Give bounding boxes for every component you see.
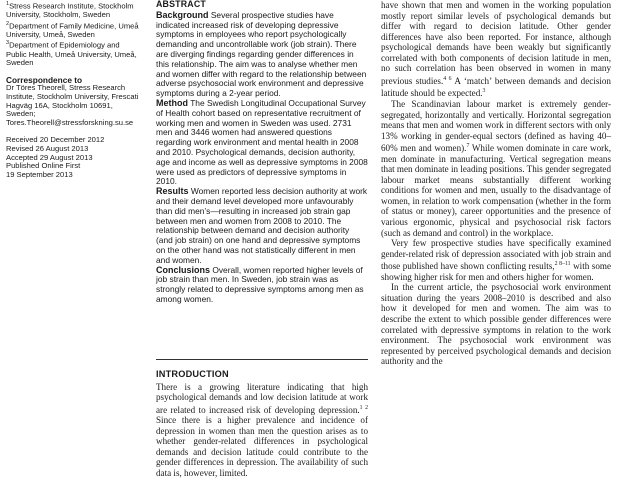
- body-paragraph: [381, 0, 611, 99]
- affiliation-text: Department of Family Medicine, Umeå University, Umeå, Sweden: [6, 21, 139, 39]
- affiliation-mark: 2: [6, 20, 10, 27]
- introduction-section: [156, 369, 368, 479]
- body-text: The Scandinavian labour market is extremely gender-segregated, horizontally and vertically. Horizontal segregation means that men and women work in different sectors with only 13% working in gender-equal sectors (defined as having 40–60% men and women).: [381, 98, 611, 154]
- abstract-section-heading: Background: [156, 9, 209, 20]
- abstract-method: [156, 99, 368, 187]
- date-accepted: Accepted 29 August 2013: [6, 152, 93, 162]
- abstract: [156, 0, 368, 305]
- article-dates: [6, 136, 142, 179]
- body-paragraph: [381, 99, 611, 238]
- body-paragraph: [381, 238, 611, 282]
- abstract-results: [156, 187, 368, 265]
- abstract-section-text: Overall, women reported higher levels of job strain than men. In Sweden, job strain was as strongly related to depressive symptoms among men as among women.: [156, 264, 364, 304]
- affiliation-item: [6, 39, 142, 67]
- affiliation-mark: 3: [6, 40, 10, 47]
- citation-ref[interactable]: 1 2: [359, 404, 369, 411]
- abstract-section-text: Several prospective studies have indicated increased risk of developing depressive symptoms in employees who report psychologically demanding and uncontrollable work (job strain). There are diverging findings regarding gender differences in this relationship. The aim was to analyse whether men and women differ with regard to the relationship between adverse psychosocial work environment and depressive symptoms during a 2-year period.: [156, 9, 367, 99]
- body-text: Since there is a higher prevalence and incidence of depression in women than men the question arises as to whether gender-related differences in psychological demands and decision latitude could contribute to the gender differences in depression. The availability of such data is, however, limited.: [156, 415, 368, 478]
- introduction-paragraph: [156, 382, 368, 479]
- body-text: Very few prospective studies have specifically examined gender-related risk of depression associated with job strain and those published have shown conflicting results,: [381, 238, 611, 272]
- affiliation-mark: 1: [6, 1, 10, 7]
- abstract-section-heading: Conclusions: [156, 264, 211, 275]
- date-published: 19 September 2013: [6, 169, 73, 179]
- date-received: Received 20 December 2012: [6, 135, 105, 145]
- body-paragraph: [381, 282, 611, 366]
- affiliation-text: Department of Epidemiology and Public Health, Umeå University, Umeå, Sweden: [6, 40, 137, 68]
- correspondence-heading: Correspondence to: [6, 74, 83, 85]
- citation-ref[interactable]: 2 8–11: [554, 261, 571, 268]
- body-text: In the current article, the psychosocial work environment situation during the years 2008–2010 is described and also how it developed for men and women. The aim was to describe the extent to which possible gender differences were correlated with depressive symptoms in relation to the work environment. The psychosocial work environment was represented by perceived psychological demands and decision authority and the: [381, 282, 611, 367]
- introduction-heading: INTRODUCTION: [156, 369, 229, 379]
- citation-ref[interactable]: 4 6: [443, 75, 452, 82]
- body-text: While women dominate in care work, men dominate in manufacturing. Vertical segregation means that men dominate in leading positions. This gender segregated labour market means substantially different working conditions for women and men, usually to the disadvantage of women, in relation to work compensation (whether in the form of status or money), career opportunities and the presence of various ergonomic, physical and psychosocial risk factors (such as demand and control) in the workplace.: [381, 143, 611, 238]
- abstract-background: [156, 11, 368, 99]
- date-published-label: Published Online First: [6, 161, 81, 171]
- citation-ref[interactable]: 3: [482, 88, 486, 95]
- abstract-section-heading: Results: [156, 186, 189, 197]
- date-revised: Revised 26 August 2013: [6, 143, 89, 153]
- sidebar-column: [6, 0, 142, 179]
- affiliation-item: [6, 20, 142, 40]
- abstract-conclusions: [156, 266, 368, 305]
- abstract-title: ABSTRACT: [156, 0, 206, 9]
- body-text: A ‘match’ between demands and decision latitude should be expected.: [381, 75, 611, 99]
- body-text: have shown that men and women in the working population mostly report similar levels of psychological demands but differ with regard to decision latitude. Other gender differences have also been reported. For instance, although psychological demands have been weakly but significantly correlated with both components of decision latitude in men, no such correlation has been observed in women in many previous studies.: [381, 0, 611, 86]
- affiliation-item: [6, 0, 142, 20]
- affiliation-text: Stress Research Institute, Stockholm University, Stockholm, Sweden: [6, 1, 134, 20]
- abstract-section-text: The Swedish Longitudinal Occupational Survey of Health cohort based on representative recruitment of working men and women in Sweden was used. 2731 men and 3446 women had answered questions regarding work environment and mental health in 2008 and 2010. Psychological demands, decision authority, age and income as well as depressive symptoms in 2008 were used as predictors of depressive symptoms in 2010.: [156, 97, 368, 187]
- body-column: [381, 0, 611, 367]
- abstract-column: [156, 0, 369, 478]
- abstract-section-text: Women reported less decision authority at work and their demand level developed more unfavourably than did men’s—resulting in increased job strain gap between men and women from 2008 to 2010. The relationship between demand and decision authority (and job strain) on one hand and depressive symptoms on the other hand was not statistically different in men and women.: [156, 186, 368, 265]
- abstract-section-heading: Method: [156, 97, 188, 108]
- correspondence-address: Dr Töres Theorell, Stress Research Institute, Stockholm University, Frescati Hagväg 16A, Stockholm 10691, Sweden; Tores.Theorell@stressforskning.su.se: [6, 83, 139, 127]
- body-text: with some showing higher risk for men and others higher for women.: [381, 261, 611, 282]
- body-text: There is a growing literature indicating that high psychological demands and low decision latitude at work are related to increased risk of developing depression.: [156, 381, 368, 415]
- abstract-divider: [156, 359, 368, 360]
- citation-ref[interactable]: 7: [466, 143, 470, 150]
- affiliations-list: [6, 0, 142, 68]
